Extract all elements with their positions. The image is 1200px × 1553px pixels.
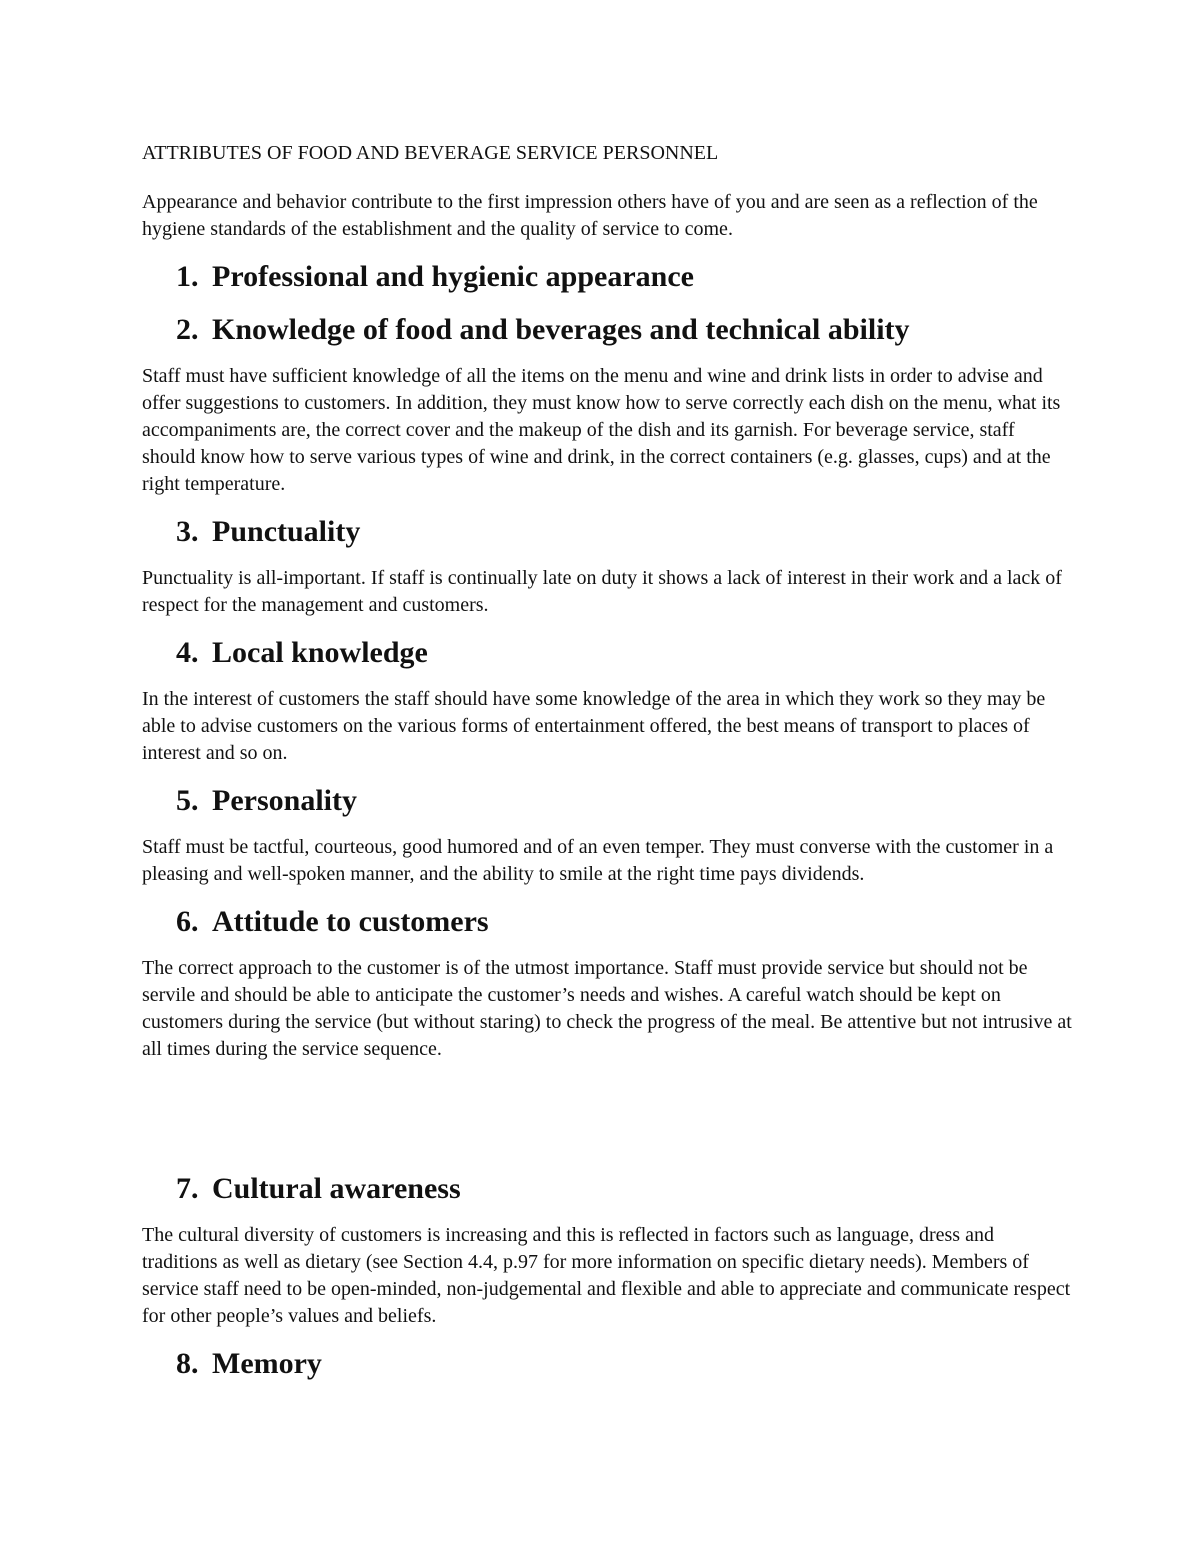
section-number: 1. bbox=[176, 260, 199, 293]
section-title: Personality bbox=[212, 784, 357, 817]
section-body-2: Staff must have sufficient knowledge of all the items on the menu and wine and drink lists in order to advise and offer suggestions to customers. In addition, they must know how to serve correctly each dish on the menu, what its accompaniments are, the correct cover and the makeup of the dish and its garnish. For beverage service, staff should know how to serve various types of wine and drink, in the correct containers (e.g. glasses, cups) and at the right temperature. bbox=[142, 365, 1061, 495]
intro-paragraph: Appearance and behavior contribute to the first impression others have of you and are seen as a reflection of the hygiene standards of the establishment and the quality of service to come. bbox=[142, 191, 1038, 240]
section-number: 6. bbox=[176, 905, 199, 938]
section-title: Knowledge of food and beverages and technical ability bbox=[212, 313, 910, 346]
section-number: 4. bbox=[176, 636, 199, 669]
section-heading-4 bbox=[142, 636, 1072, 669]
section-body-5: Staff must be tactful, courteous, good humored and of an even temper. They must converse with the customer in a pleasing and well-spoken manner, and the ability to smile at the right time pays dividends. bbox=[142, 836, 1054, 885]
section-body-3: Punctuality is all-important. If staff is continually late on duty it shows a lack of interest in their work and a lack of respect for the management and customers. bbox=[142, 567, 1062, 616]
section-title: Punctuality bbox=[212, 515, 361, 548]
section-number: 2. bbox=[176, 313, 199, 346]
section-body-7: The cultural diversity of customers is increasing and this is reflected in factors such as language, dress and traditions as well as dietary (see Section 4.4, p.97 for more information on specific dietary needs). Members of service staff need to be open-minded, non-judgemental and flexible and able to appreciate and communicate respect for other people’s values and beliefs. bbox=[142, 1224, 1071, 1327]
section-body-6: The correct approach to the customer is of the utmost importance. Staff must provide service but should not be servile and should be able to anticipate the customer’s needs and wishes. A careful watch should be kept on customers during the service (but without staring) to check the progress of the meal. Be attentive but not intrusive at all times during the service sequence. bbox=[142, 957, 1072, 1060]
section-heading-8 bbox=[142, 1347, 1072, 1380]
section-number: 3. bbox=[176, 515, 199, 548]
section-heading-2 bbox=[142, 313, 1072, 346]
section-heading-7 bbox=[142, 1172, 1072, 1205]
section-number: 7. bbox=[176, 1172, 199, 1205]
section-title: Memory bbox=[212, 1347, 322, 1380]
section-heading-5 bbox=[142, 784, 1072, 817]
document-title: ATTRIBUTES OF FOOD AND BEVERAGE SERVICE PERSONNEL bbox=[142, 142, 719, 164]
section-heading-6 bbox=[142, 905, 1072, 938]
section-title: Cultural awareness bbox=[212, 1172, 461, 1205]
section-number: 8. bbox=[176, 1347, 199, 1380]
section-body-4: In the interest of customers the staff should have some knowledge of the area in which they work so they may be able to advise customers on the various forms of entertainment offered, the best means of transport to places of interest and so on. bbox=[142, 688, 1046, 764]
document-page bbox=[142, 140, 1072, 1380]
section-title: Attitude to customers bbox=[212, 905, 489, 938]
section-title: Professional and hygienic appearance bbox=[212, 260, 694, 293]
section-heading-3 bbox=[142, 515, 1072, 548]
section-heading-1 bbox=[142, 260, 1072, 293]
section-title: Local knowledge bbox=[212, 636, 428, 669]
section-number: 5. bbox=[176, 784, 199, 817]
